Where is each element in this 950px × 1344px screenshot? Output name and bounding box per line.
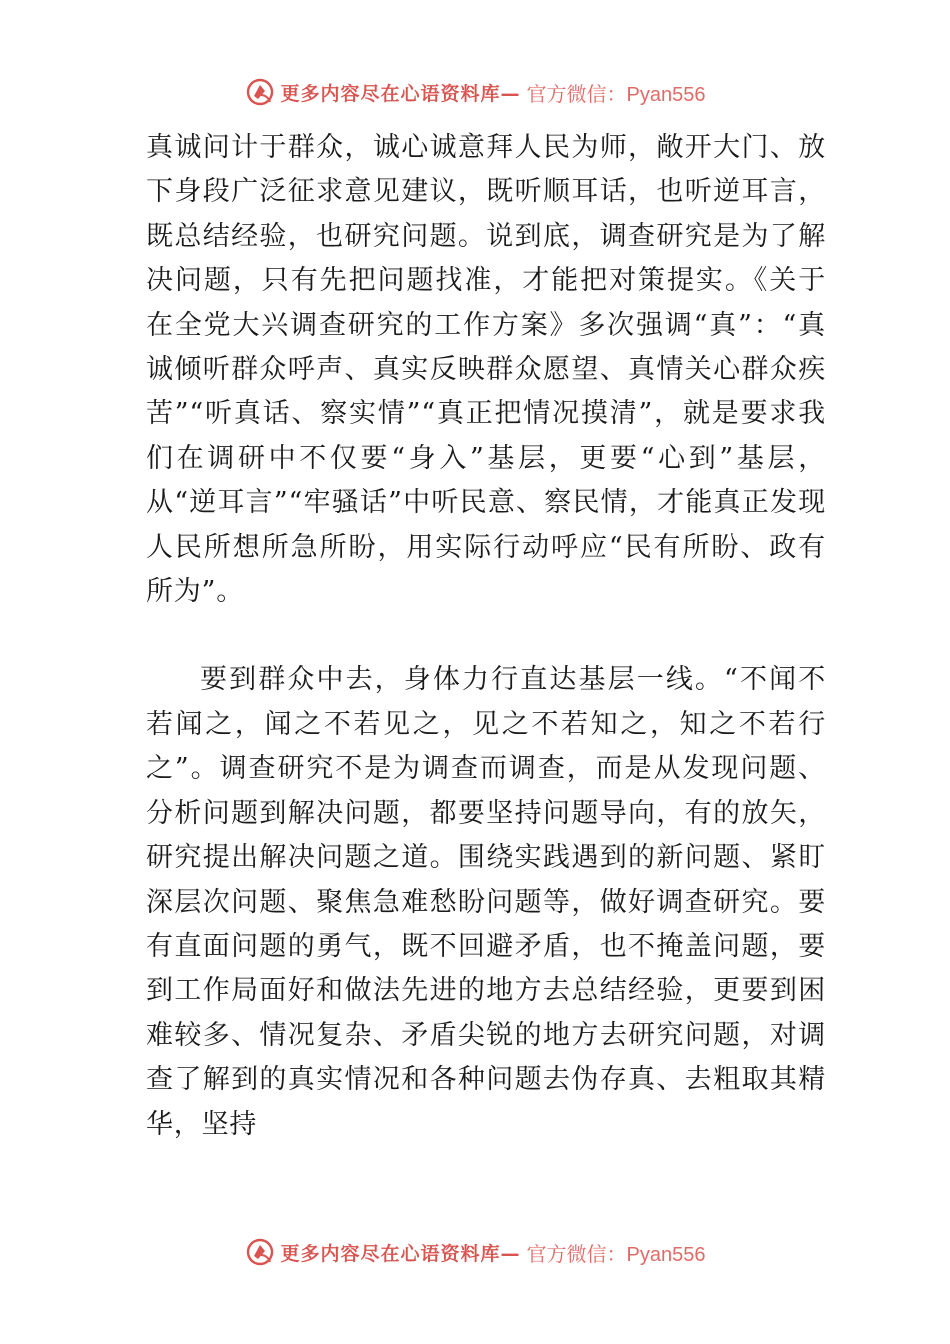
logo-icon [245,1237,275,1267]
watermark-wechat: 官方微信：Pyan556 [526,83,706,106]
logo-icon [245,77,275,107]
watermark-text: 更多内容尽在心语资料库— [280,1242,521,1265]
watermark-wechat: 官方微信：Pyan556 [526,1243,706,1266]
paragraph-gap [146,614,826,658]
paragraph-2: 要到群众中去，身体力行直达基层一线。“不闻不若闻之，闻之不若见之，见之不若知之，知之不若行之”。调查研究不是为调查而调查，而是从发现问题、分析问题到解决问题，都要坚持问题导向，有的放矢，研究提出解决问题之道。围绕实践遇到的新问题、紧盯深层次问题、聚焦急难愁盼问题等，做好调查研究。要有直面问题的勇气，既不回避矛盾，也不掩盖问题，要到工作局面好和做法先进的地方去总结经验，更要到困难较多、情况复杂、矛盾尖锐的地方去研究问题，对调查了解到的真实情况和各种问题去伪存真、去粗取其精华，坚持 [146,664,826,1140]
document-body [146,126,826,1147]
paragraph-1: 真诚问计于群众，诚心诚意拜人民为师，敞开大门、放下身段广泛征求意见建议，既听顺耳话，也听逆耳言，既总结经验，也研究问题。说到底，调查研究是为了解决问题，只有先把问题找准，才能把对策提实。《关于在全党大兴调查研究的工作方案》多次强调“真”：“真诚倾听群众呼声、真实反映群众愿望、真情关心群众疾苦”“听真话、察实情”“真正把情况摸清”，就是要求我们在调研中不仅要“身入”基层，更要“心到”基层，从“逆耳言”“牢骚话”中听民意、察民情，才能真正发现人民所想所急所盼，用实际行动呼应“民有所盼、政有所为”。 [146,132,826,608]
footer-watermark [0,1232,950,1272]
watermark-text: 更多内容尽在心语资料库— [280,82,521,105]
header-watermark [0,72,950,112]
